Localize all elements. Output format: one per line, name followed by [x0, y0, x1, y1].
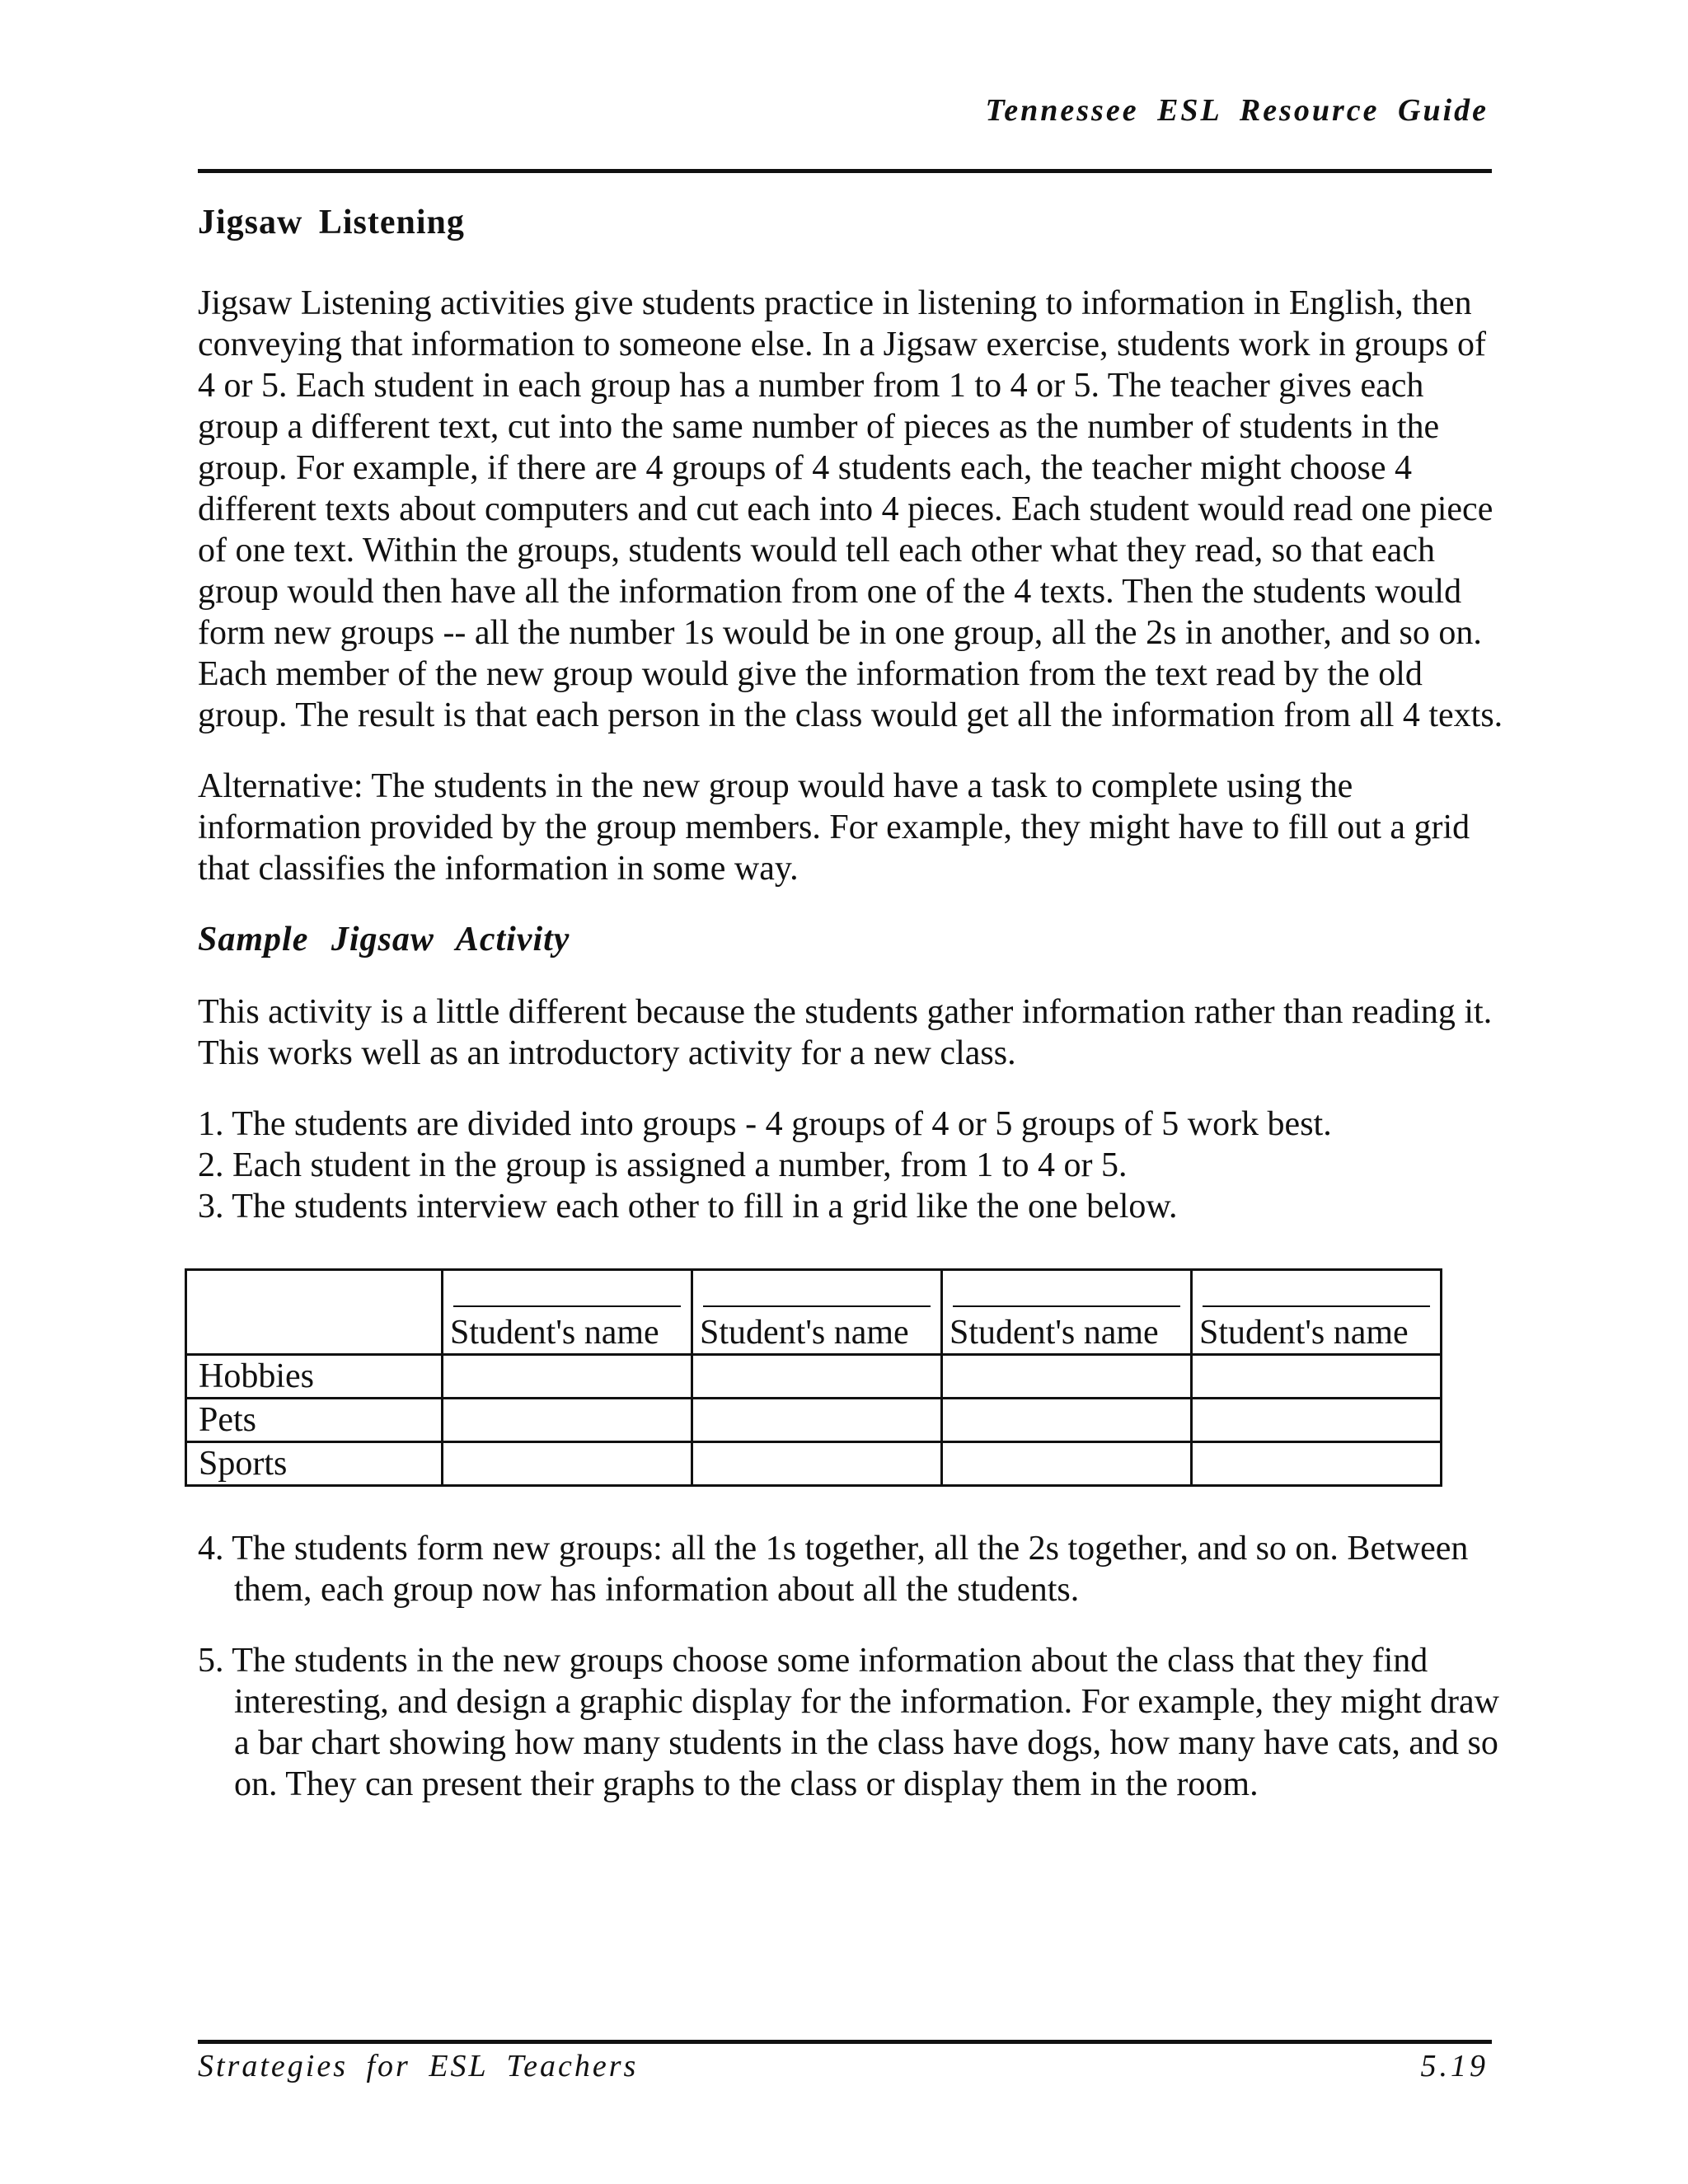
- grid-column-header: [692, 1270, 942, 1355]
- grid-cell: [1192, 1355, 1442, 1399]
- grid-row-label: Pets: [186, 1399, 443, 1442]
- grid-row-sports: [186, 1442, 1442, 1486]
- grid-cell: [692, 1399, 942, 1442]
- grid-row-hobbies: [186, 1355, 1442, 1399]
- footer-title: Strategies for ESL Teachers: [198, 2049, 639, 2083]
- column-header-label: Student's name: [700, 1314, 909, 1352]
- grid-cell: [443, 1399, 692, 1442]
- steps-list-after-grid: [198, 1528, 1508, 1805]
- grid-cell: [1192, 1399, 1442, 1442]
- grid-cell: [443, 1355, 692, 1399]
- column-header-label: Student's name: [950, 1314, 1159, 1352]
- steps-list-before-grid: [198, 1104, 1508, 1227]
- grid-cell: [692, 1442, 942, 1486]
- header-rule: [198, 169, 1492, 173]
- column-header-label: Student's name: [450, 1314, 659, 1352]
- grid-row-label: Sports: [186, 1442, 443, 1486]
- page-content: [198, 202, 1508, 1835]
- grid-column-header: [942, 1270, 1192, 1355]
- step-item: 5. The students in the new groups choose some information about the class that they find interesting, and design a graphic display for the information. For example, they might draw a bar chart showing how many students in the class have dogs, how many have cats, and so on. They can present their graphs to the class or display them in the room.: [198, 1642, 1499, 1803]
- grid-cell: [443, 1442, 692, 1486]
- grid-cell: [692, 1355, 942, 1399]
- grid-corner-cell: [186, 1270, 443, 1355]
- grid-row-pets: [186, 1399, 1442, 1442]
- grid-header-row: [186, 1270, 1442, 1355]
- name-blank-line: [703, 1289, 931, 1307]
- intro-paragraph: Jigsaw Listening activities give students practice in listening to information in English, then conveying that information to someone else. In a Jigsaw exercise, students work in groups of 4 or 5. Each student in each group has a number from 1 to 4 or 5. The teacher gives each group a different text, cut into the same number of pieces as the number of students in the group. For example, if there are 4 groups of 4 students each, the teacher might choose 4 different texts about computers and cut each into 4 pieces. Each student would read one piece of one text. Within the groups, students would tell each other what they read, so that each group would then have all the information from one of the 4 texts. Then the students would form new groups -- all the number 1s would be in one group, all the 2s in another, and so on. Each member of the new group would give the information from the text read by the old group. The result is that each person in the class would get all the information from all 4 texts.: [198, 284, 1503, 734]
- step-item: 3. The students interview each other to fill in a grid like the one below.: [198, 1188, 1178, 1226]
- step-item: 1. The students are divided into groups - 4 groups of 4 or 5 groups of 5 work best.: [198, 1105, 1332, 1143]
- grid-cell: [942, 1399, 1192, 1442]
- grid-cell: [1192, 1442, 1442, 1486]
- grid-cell: [942, 1442, 1192, 1486]
- name-blank-line: [1203, 1289, 1430, 1307]
- sample-intro-paragraph: This activity is a little different because the students gather information rather than reading it. This works well as an introductory activity for a new class.: [198, 993, 1493, 1072]
- column-header-label: Student's name: [1199, 1314, 1409, 1352]
- grid-column-header: [1192, 1270, 1442, 1355]
- step-item: 4. The students form new groups: all the 1s together, all the 2s together, and so on. Between them, each group now has information about all the students.: [198, 1530, 1469, 1609]
- running-header: Tennessee ESL Resource Guide: [985, 93, 1489, 128]
- name-blank-line: [453, 1289, 681, 1307]
- section-title: Jigsaw Listening: [198, 204, 465, 241]
- page-number: 5.19: [1420, 2049, 1489, 2083]
- grid-column-header: [443, 1270, 692, 1355]
- grid-row-label: Hobbies: [186, 1355, 443, 1399]
- step-item: 2. Each student in the group is assigned a number, from 1 to 4 or 5.: [198, 1146, 1128, 1184]
- alternative-paragraph: Alternative: The students in the new group would have a task to complete using the information provided by the group members. For example, they might have to fill out a grid that classifies the information in some way.: [198, 767, 1470, 888]
- sample-activity-title: Sample Jigsaw Activity: [198, 921, 570, 958]
- name-blank-line: [953, 1289, 1180, 1307]
- grid-cell: [942, 1355, 1192, 1399]
- footer-rule: [198, 2040, 1492, 2044]
- interview-grid: [185, 1268, 1442, 1487]
